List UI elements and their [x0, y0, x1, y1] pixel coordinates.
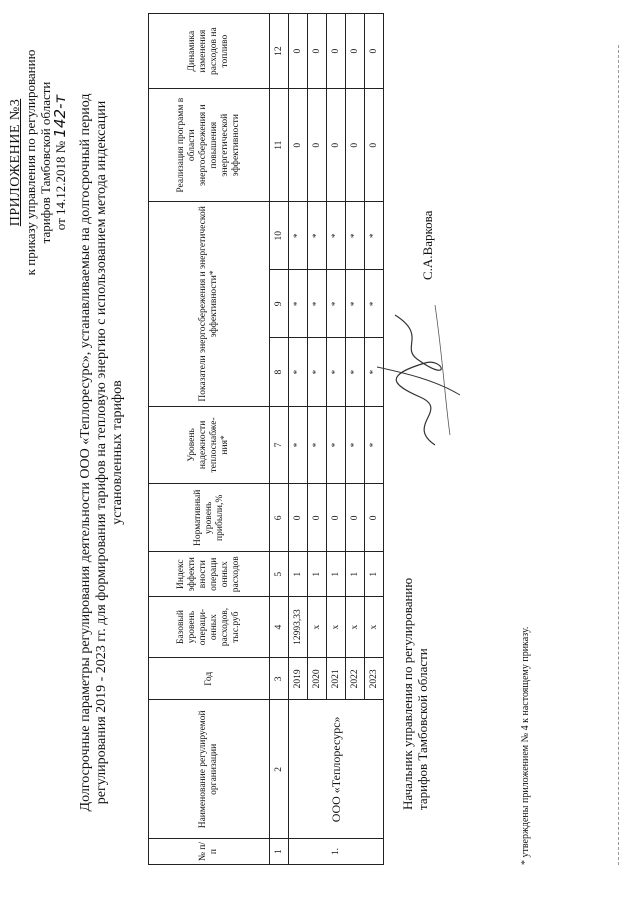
cell-base: х [308, 597, 327, 658]
title-line1: Долгосрочные параметры регулирования деятельности ООО «Теплоресурс», устанавливаемые на долгосрочный период [78, 93, 93, 812]
appendix-date [53, 20, 68, 305]
col-number: 9 [270, 270, 289, 338]
handwritten-order-number: 142-т [51, 94, 69, 138]
cell-index: 1 [308, 552, 327, 597]
cell-energy-9: * [327, 270, 346, 338]
table-row [289, 14, 308, 865]
cell-index: 1 [327, 552, 346, 597]
cell-energy-8: * [346, 338, 365, 406]
signature-title [400, 578, 430, 810]
cell-energy-8: * [365, 338, 384, 406]
cell-dynamics: 0 [346, 14, 365, 89]
cell-program: 0 [308, 89, 327, 202]
signature-line1: Начальник управления по регулированию [400, 577, 415, 810]
col-number: 5 [270, 552, 289, 597]
cell-reliability: * [365, 406, 384, 484]
header-profit: Нормативный уровень прибыли,% [149, 484, 270, 552]
cell-energy-9: * [365, 270, 384, 338]
cell-dynamics: 0 [289, 14, 308, 89]
title-line3: установленных тарифов [110, 380, 125, 525]
cell-year: 2021 [327, 658, 346, 700]
cell-year: 2019 [289, 658, 308, 700]
cell-reliability: * [346, 406, 365, 484]
cell-year: 2023 [365, 658, 384, 700]
cell-reliability: * [308, 406, 327, 484]
appendix-date-prefix: от 14.12.2018 № [53, 140, 68, 231]
cell-energy-10: * [365, 202, 384, 270]
cell-energy-9: * [346, 270, 365, 338]
cell-program: 0 [327, 89, 346, 202]
cell-year: 2020 [308, 658, 327, 700]
title-line2: регулирования 2019 - 2023 гг. для формирования тарифов на тепловую энергию с использованием метода индексации [94, 100, 109, 805]
cell-profit: 0 [289, 484, 308, 552]
document-title [78, 30, 126, 875]
cell-dynamics: 0 [365, 14, 384, 89]
header-base: Базовый уровень операци-онных расходов, тыс.руб [149, 597, 270, 658]
row-number: 1. [289, 839, 384, 865]
cell-program: 0 [365, 89, 384, 202]
col-number: 3 [270, 658, 289, 700]
cell-dynamics: 0 [308, 14, 327, 89]
cell-profit: 0 [308, 484, 327, 552]
cell-energy-10: * [346, 202, 365, 270]
appendix-title: ПРИЛОЖЕНИЕ №3 [8, 98, 23, 227]
cell-profit: 0 [346, 484, 365, 552]
col-number: 8 [270, 338, 289, 406]
col-number: 11 [270, 89, 289, 202]
handwritten-signature [365, 295, 475, 455]
header-org: Наименование регулируемой организации [149, 700, 270, 839]
cell-base: х [327, 597, 346, 658]
header-dynamics: Динамика изменения расходов на топливо [149, 14, 270, 89]
cell-dynamics: 0 [327, 14, 346, 89]
cell-base: х [346, 597, 365, 658]
signature-line2: тарифов Тамбовской области [415, 648, 430, 810]
appendix-line2: тарифов Тамбовской области [38, 81, 53, 244]
col-number: 6 [270, 484, 289, 552]
col-number: 10 [270, 202, 289, 270]
cell-year: 2022 [346, 658, 365, 700]
org-name: ООО «Теплоресурс» [289, 700, 384, 839]
cell-energy-10: * [308, 202, 327, 270]
cell-program: 0 [346, 89, 365, 202]
header-program: Реализация программ в области энергосбережения и повышения энергетической эффективности [149, 89, 270, 202]
cell-program: 0 [289, 89, 308, 202]
header-index: Индекс эффекти вности операци онных расходов [149, 552, 270, 597]
col-number: 12 [270, 14, 289, 89]
cell-energy-10: * [327, 202, 346, 270]
col-number: 1 [270, 839, 289, 865]
footnote: * утверждены приложением № 4 к настоящему приказу. [520, 626, 531, 865]
header-num: № п/п [149, 839, 270, 865]
cell-profit: 0 [365, 484, 384, 552]
signatory-name: С.А.Варкова [420, 210, 435, 280]
cell-energy-10: * [289, 202, 308, 270]
col-number: 4 [270, 597, 289, 658]
cell-energy-9: * [289, 270, 308, 338]
cell-base: 12993,33 [289, 597, 308, 658]
appendix-header [8, 20, 68, 305]
cell-energy-8: * [308, 338, 327, 406]
col-number: 2 [270, 700, 289, 839]
scan-edge-line [618, 45, 620, 865]
cell-energy-8: * [289, 338, 308, 406]
header-year: Год [149, 658, 270, 700]
cell-profit: 0 [327, 484, 346, 552]
cell-base: х [365, 597, 384, 658]
col-number: 7 [270, 406, 289, 484]
cell-reliability: * [327, 406, 346, 484]
cell-index: 1 [346, 552, 365, 597]
header-reliability: Уровень надежности теплоснабже-ния* [149, 406, 270, 484]
cell-index: 1 [289, 552, 308, 597]
cell-index: 1 [365, 552, 384, 597]
appendix-line1: к приказу управления по регулированию [23, 49, 38, 276]
header-energy: Показатели энергосбережения и энергетической эффективности* [149, 202, 270, 407]
cell-energy-9: * [308, 270, 327, 338]
cell-reliability: * [289, 406, 308, 484]
parameters-table [148, 13, 384, 865]
column-number-row [270, 14, 289, 865]
cell-energy-8: * [327, 338, 346, 406]
